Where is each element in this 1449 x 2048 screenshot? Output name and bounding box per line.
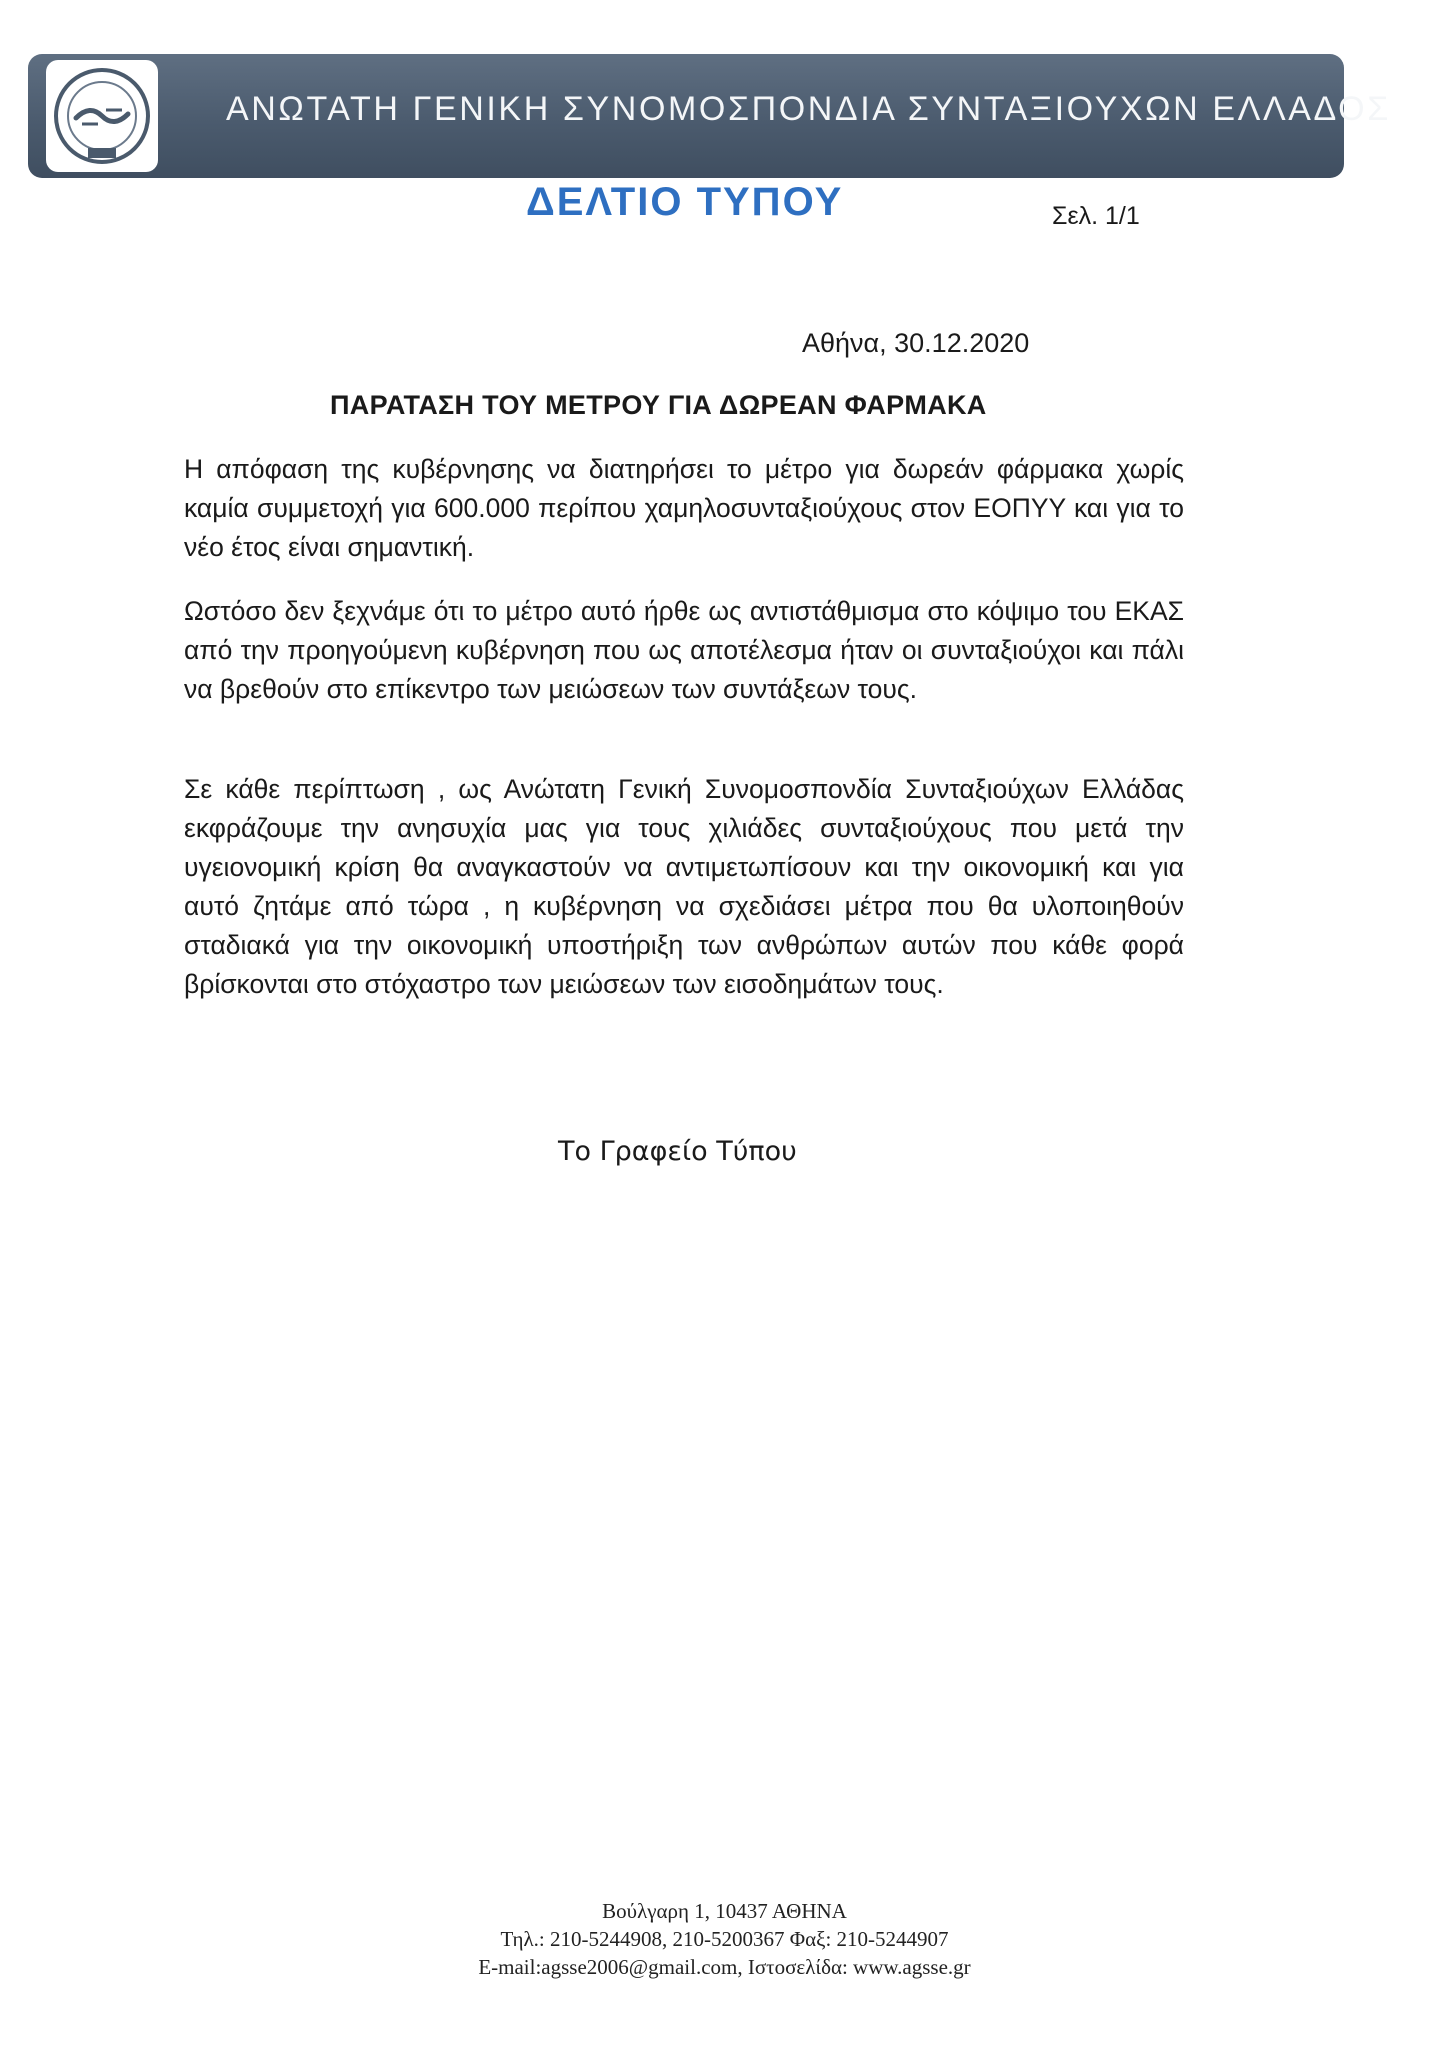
paragraph-3: Σε κάθε περίπτωση , ως Ανώτατη Γενική Συνομοσπονδία Συνταξιούχων Ελλάδας εκφράζουμε την ανησυχία μας για τους χιλιάδες συνταξιούχους που μετά την υγειονομική κρίση θα αναγκαστούν να αντιμετωπίσουν και την οικονομική και για αυτό ζητάμε από τώρα , η κυβέρνηση να σχεδιάσει μέτρα που θα υλοποιηθούν σταδιακά για την οικονομική υποστήριξη των ανθρώπων αυτών που κάθε φορά βρίσκονται στο στόχαστρο των μειώσεων των εισοδημάτων τους.: [184, 774, 1184, 999]
headline: ΠΑΡΑΤΑΣΗ ΤΟΥ ΜΕΤΡΟΥ ΓΙΑ ΔΩΡΕΑΝ ΦΑΡΜΑΚΑ: [330, 390, 987, 420]
date-line: Αθήνα, 30.12.2020: [802, 328, 1030, 358]
agsse-seal-logo-icon: [50, 64, 154, 168]
footer-address: Βούλγαρη 1, 10437 ΑΘΗΝΑ: [602, 1899, 847, 1923]
document-type-title: ΔΕΛΤΙΟ ΤΥΠΟΥ: [526, 180, 844, 224]
paragraph-1: Η απόφαση της κυβέρνησης να διατηρήσει το μέτρο για δωρεάν φάρμακα χωρίς καμία συμμετοχή για 600.000 περίπου χαμηλοσυνταξιούχους στον ΕΟΠΥΥ και για το νέο έτος είναι σημαντική.: [184, 454, 1184, 562]
page-number: Σελ. 1/1: [1052, 202, 1140, 230]
footer-contact-block: [0, 1897, 1449, 1981]
signature: Το Γραφείο Τύπου: [558, 1136, 797, 1167]
footer-phones: Τηλ.: 210-5244908, 210-5200367 Φαξ: 210-5244907: [500, 1927, 949, 1951]
organization-logo: [46, 60, 158, 172]
footer-contact: E-mail:agsse2006@gmail.com, Ιστοσελίδα: www.agsse.gr: [478, 1955, 971, 1979]
paragraph-2: Ωστόσο δεν ξεχνάμε ότι το μέτρο αυτό ήρθε ως αντιστάθμισμα στο κόψιμο του ΕΚΑΣ από την προηγούμενη κυβέρνηση που ως αποτέλεσμα ήταν οι συνταξιούχοι και πάλι να βρεθούν στο επίκεντρο των μειώσεων των συντάξεων τους.: [184, 596, 1184, 704]
organization-name: ΑΝΩΤΑΤΗ ΓΕΝΙΚΗ ΣΥΝΟΜΟΣΠΟΝΔΙΑ ΣΥΝΤΑΞΙΟΥΧΩΝ ΕΛΛΑΔΟΣ: [226, 90, 1391, 128]
